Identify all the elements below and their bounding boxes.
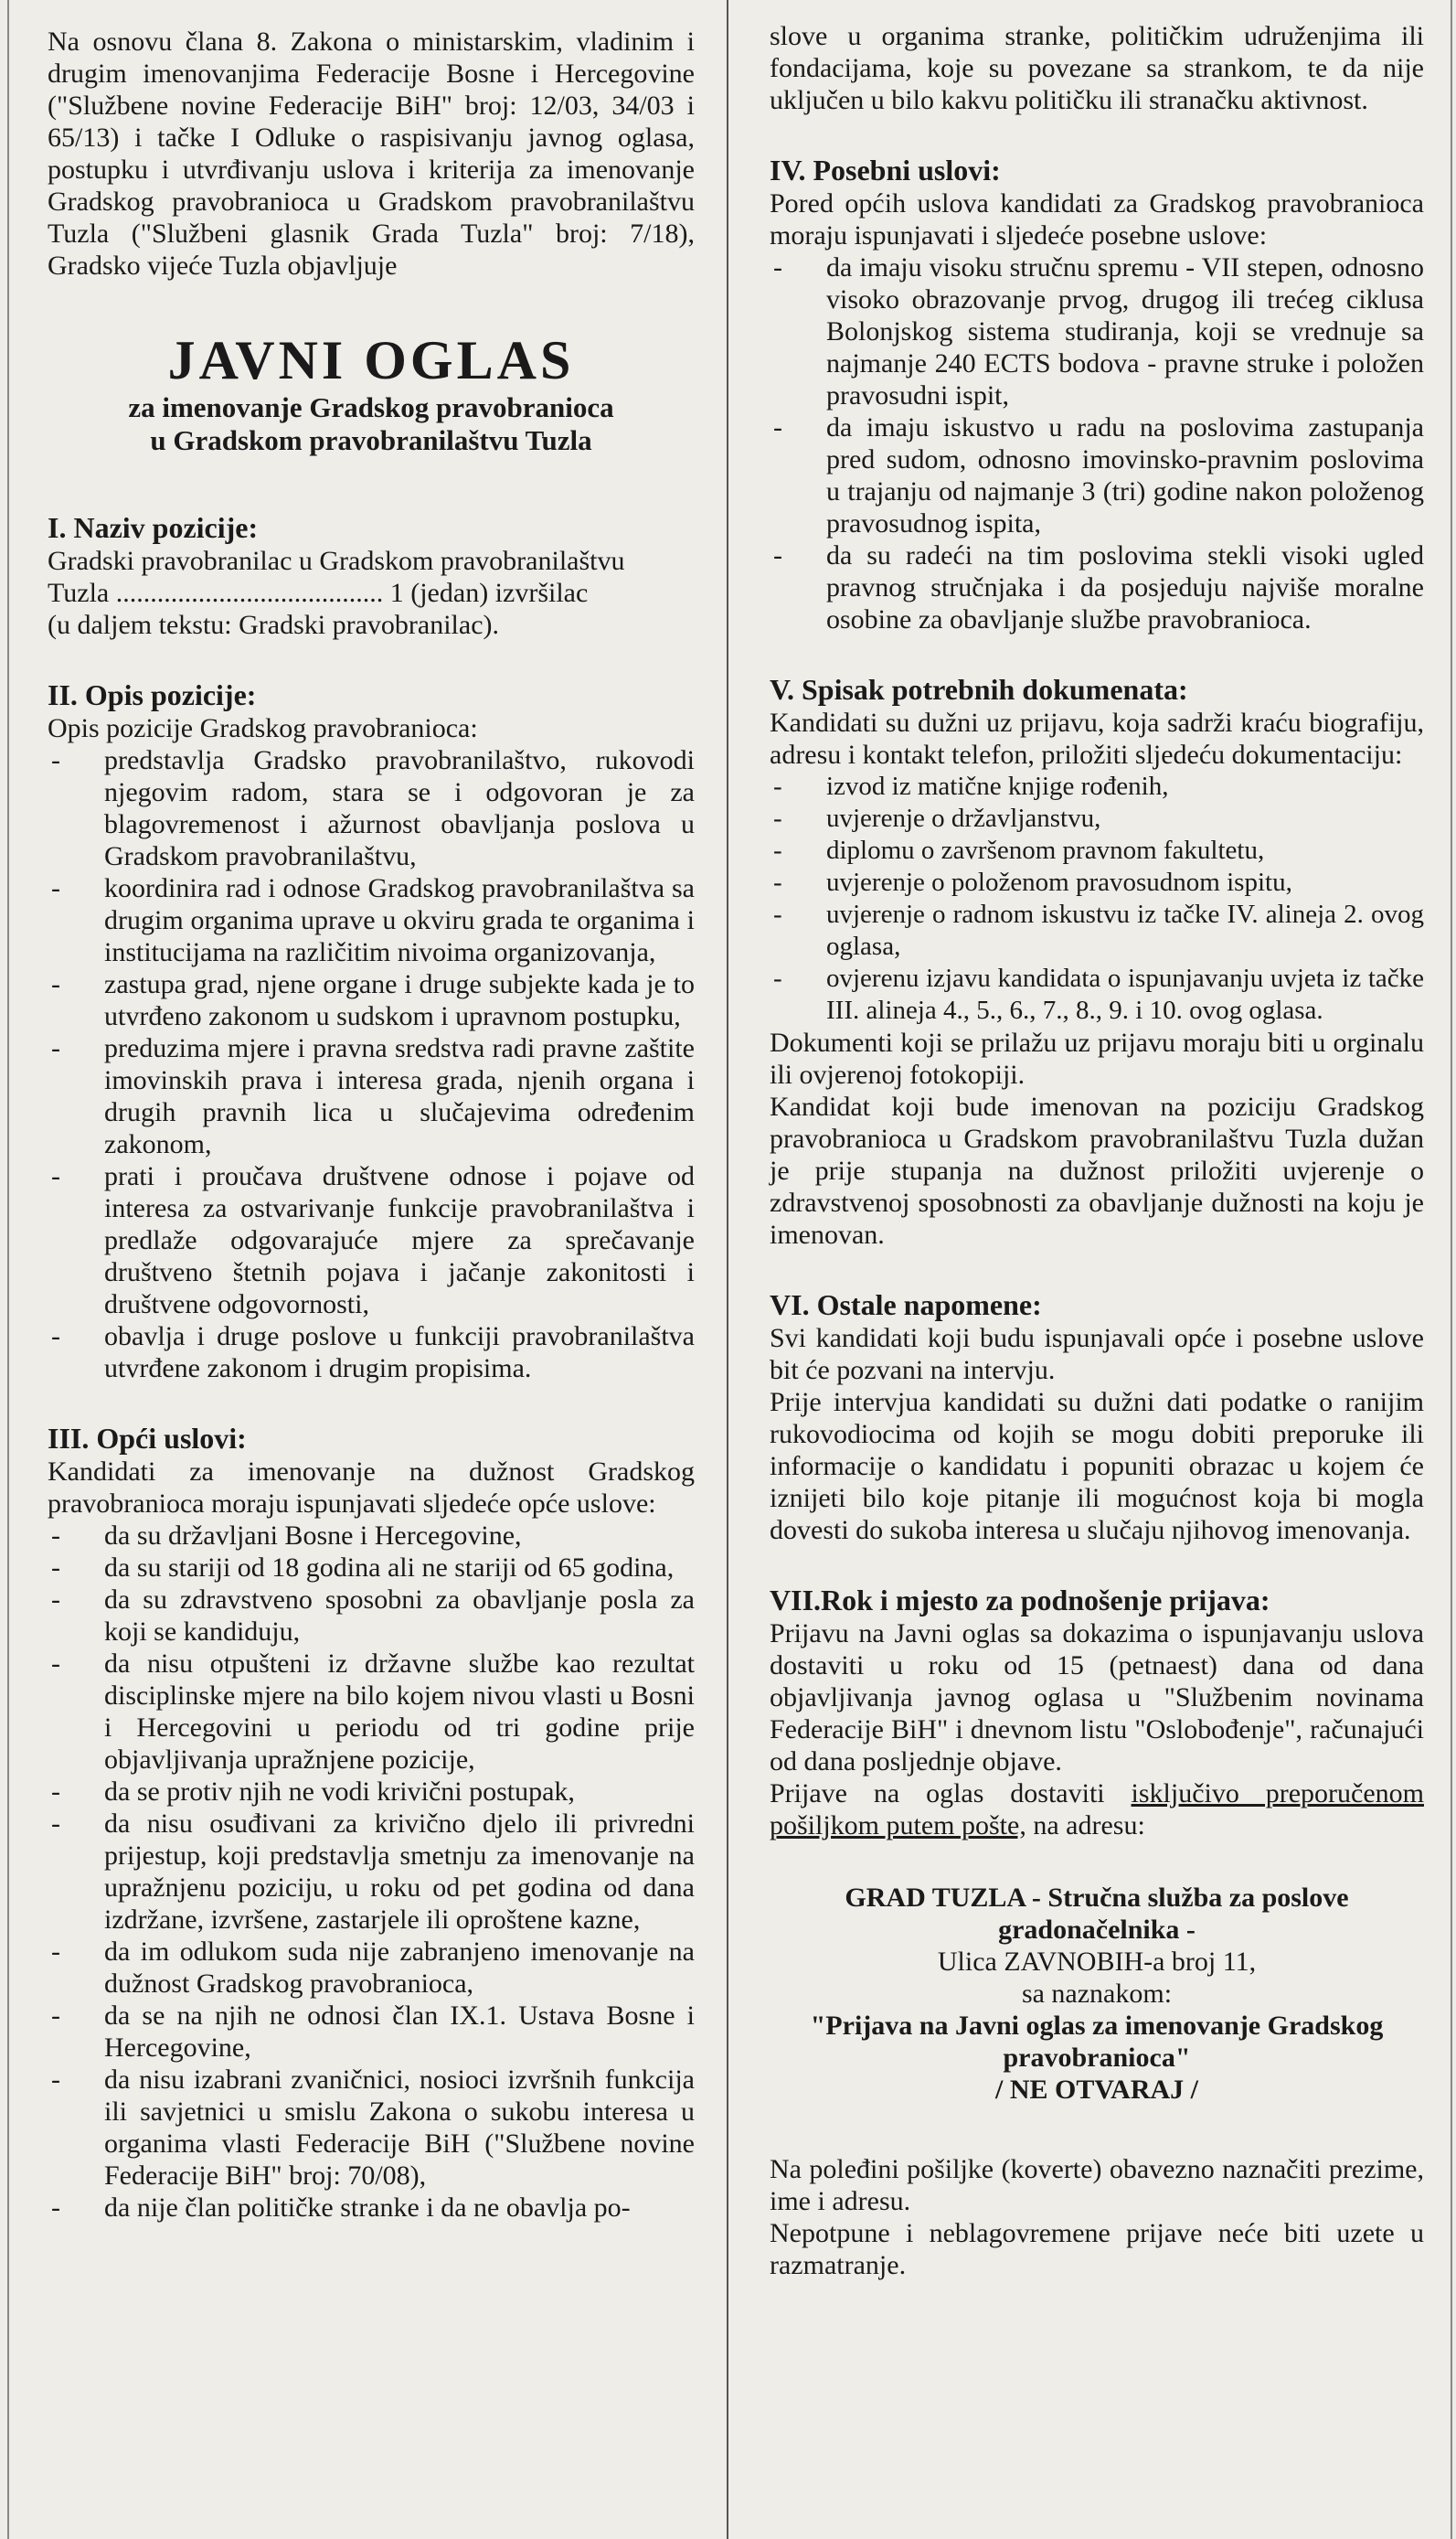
position-line: (u daljem tekstu: Gradski pravobranilac). [48, 610, 500, 640]
list-item: - izvod iz matične knjige rođenih, [770, 771, 1424, 803]
section-heading: III. Opći uslovi: [48, 1422, 247, 1455]
list-item: - da nisu izabrani zvaničnici, nosioci izvršnih funkcija ili savjetnici u smislu Zakona o sukobu interesa u organima vlasti Federacije BiH ("Službene novine Federacije BiH" broj: 70/08), [48, 2064, 695, 2192]
list-item: - uvjerenje o radnom iskustvu iz tačke IV. alineja 2. ovog oglasa, [770, 899, 1424, 963]
list-item: - da su stariji od 18 godina ali ne stariji od 65 godina, [48, 1552, 695, 1584]
conflict-of-interest-note: Prije intervjua kandidati su dužni dati podatke o ranijim rukovodiocima od kojih se mogu dobiti preporuke ili informacije o kandidatu i popuniti obrazac u kojem će iznijeti bilo koje pitanje ili mogućnost koja bi mogla dovesti do sukoba interesa u slučaju njihovog imenovanja. [770, 1387, 1424, 1545]
list-item: - da se na njih ne odnosi član IX.1. Ustava Bosne i Hercegovine, [48, 2000, 695, 2064]
section-general-conditions [48, 1421, 695, 2224]
address-do-not-open: / NE OTVARAJ / [995, 2075, 1198, 2105]
continued-text: slove u organima stranke, političkim udruženjima ili fondacijama, koje su povezane sa strankom, te da nije uključen u bilo kakvu političku ili stranačku aktivnost. [770, 21, 1424, 115]
delivery-text-end: na adresu: [1026, 1810, 1145, 1840]
interview-note: Svi kandidati koji budu ispunjavali opće i posebne uslove bit će pozvani na intervju. [770, 1323, 1424, 1385]
special-conditions-list [770, 251, 1424, 635]
list-item: - ovjerenu izjavu kandidata o ispunjavanju uvjeta iz tačke III. alineja 4., 5., 6., 7., 8., 9. i 10. ovog oglasa. [770, 963, 1424, 1027]
section-special-conditions [770, 153, 1424, 635]
list-item: - da su zdravstveno sposobni za obavljanje posla za koji se kandiduju, [48, 1584, 695, 1648]
page-edge-left [7, 0, 9, 2539]
mailing-address [770, 1882, 1424, 2106]
list-item: - da se protiv njih ne vodi krivični postupak, [48, 1776, 695, 1808]
documents-note: Dokumenti koji se prilažu uz prijavu moraju biti u orginalu ili ovjerenoj fotokopiji. [770, 1028, 1424, 1090]
section-lead: Pored općih uslova kandidati za Gradskog pravobranioca moraju ispunjavati i sljedeće posebne uslove: [770, 188, 1424, 251]
right-column [742, 0, 1451, 2539]
section-deadline [770, 1583, 1424, 2281]
list-item: - prati i proučava društvene odnose i pojave od interesa za ostvarivanje funkcije pravobranilaštva i predlaže odgovarajuće mjere za sprečavanje društveno štetnih pojava i jačanje zakonitosti i društvene odgovornosti, [48, 1160, 695, 1320]
address-recipient: GRAD TUZLA - Stručna služba za poslove gradonačelnika - [845, 1883, 1349, 1945]
list-item: - da su radeći na tim poslovima stekli visoki ugled pravnog stručnjaka i da posjeduju najviše moralne osobine za obavljanje službe pravobranioca. [770, 539, 1424, 635]
list-item: - da nisu otpušteni iz državne službe kao rezultat disciplinske mjere na bilo kojem nivou vlasti u Bosni i Hercegovini u periodu od tri godine prije objavljivanja upražnjene pozicije, [48, 1648, 695, 1776]
column-divider [727, 0, 728, 2539]
incomplete-applications-note: Nepotpune i neblagovremene prijave neće biti uzete u razmatranje. [770, 2218, 1424, 2280]
delivery-paragraph [770, 1777, 1424, 1841]
delivery-method-underlined: isključivo preporučenom pošiljkom putem pošte, [770, 1778, 1424, 1840]
general-conditions-list [48, 1520, 695, 2224]
documents-list [770, 771, 1424, 1027]
list-item: - predstavlja Gradsko pravobranilaštvo, rukovodi njegovim radom, stara se i odgovoran je za blagovremenost i ažurnost obavljanja poslova u Gradskom pravobranilaštvu, [48, 744, 695, 872]
list-item: - da imaju iskustvo u radu na poslovima zastupanja pred sudom, odnosno imovinsko-pravnim poslovima u trajanju od najmanje 3 (tri) godine nakon položenog pravosudnog ispita, [770, 411, 1424, 539]
envelope-note: Na poleđini pošiljke (koverte) obavezno naznačiti prezime, ime i adresu. [770, 2154, 1424, 2216]
delivery-text: Prijave na oglas dostaviti [770, 1778, 1132, 1808]
position-line: Tuzla ....................................... 1 (jedan) izvršilac [48, 578, 589, 608]
list-item: - da su državljani Bosne i Hercegovine, [48, 1520, 695, 1552]
list-item: - da nije član političke stranke i da ne obavlja po- [48, 2192, 695, 2224]
section-heading: II. Opis pozicije: [48, 678, 257, 711]
list-item: - obavlja i druge poslove u funkciji pravobranilaštva utvrđene zakonom i drugim propisima. [48, 1320, 695, 1384]
section-documents [770, 672, 1424, 1251]
section-heading: VI. Ostale napomene: [770, 1288, 1042, 1321]
duties-list [48, 744, 695, 1384]
announcement-subtitle-1: za imenovanje Gradskog pravobranioca [128, 391, 614, 423]
deadline-paragraph: Prijavu na Javni oglas sa dokazima o ispunjavanju uslova dostaviti u roku od 15 (petnaest) dana od dana objavljivanja javnog oglasa u "Službenim novinama Federacije BiH" i dnevnom listu "Oslobođenje", računajući od dana posljednje objave. [770, 1618, 1424, 1776]
list-item: - uvjerenje o državljanstvu, [770, 803, 1424, 835]
section-heading: IV. Posebni uslovi: [770, 154, 1001, 187]
announcement-title: JAVNI OGLAS [167, 330, 575, 390]
list-item: - da im odlukom suda nije zabranjeno imenovanje na dužnost Gradskog pravobranioca, [48, 1936, 695, 2000]
section-heading: I. Naziv pozicije: [48, 511, 259, 544]
list-item: - da nisu osuđivani za krivično djelo ili privredni prijestup, koji predstavlja smetnju za imenovanje na upražnjenu poziciju, u roku od pet godina od dana izdržane, izvršene, zastarjele ili oproštene kazne, [48, 1808, 695, 1936]
section-position-name [48, 510, 695, 641]
section-lead: Kandidati su dužni uz prijavu, koja sadrži kraću biografiju, adresu i kontakt telefon, priložiti sljedeću dokumentaciju: [770, 708, 1424, 770]
section-lead: Opis pozicije Gradskog pravobranioca: [48, 713, 478, 743]
section-heading: VII.Rok i mjesto za podnošenje prijava: [770, 1584, 1270, 1616]
left-column [20, 0, 722, 2539]
list-item: - preduzima mjere i pravna sredstva radi pravne zaštite imovinskih prava i interesa grada, njenih organa i drugih pravnih lica u slučajevima određenim zakonom, [48, 1032, 695, 1160]
position-line: Gradski pravobranilac u Gradskom pravobranilaštvu [48, 546, 625, 576]
list-item: - da imaju visoku stručnu spremu - VII stepen, odnosno visoko obrazovanje prvog, drugog ili trećeg ciklusa Bolonjskog sistema studiranja, koji se vrednuje sa najmanje 240 ECTS bodova - pravne struke i položen pravosudni ispit, [770, 251, 1424, 411]
address-subject: "Prijava na Javni oglas za imenovanje Gradskog pravobranioca" [810, 2011, 1384, 2073]
list-item: - uvjerenje o položenom pravosudnom ispitu, [770, 867, 1424, 899]
intro-paragraph: Na osnovu člana 8. Zakona o ministarskim, vladinim i drugim imenovanjima Federacije Bosne i Hercegovine ("Službene novine Federacije BiH" broj: 12/03, 34/03 i 65/13) i tačke I Odluke o raspisivanju javnog oglasa, postupku i utvrđivanju uslova i kriterija za imenovanje Gradskog pravobranioca u Gradskom pravobranilaštvu Tuzla ("Službeni glasnik Grada Tuzla" broj: 7/18), Gradsko vijeće Tuzla objavljuje [48, 27, 695, 281]
list-item: - zastupa grad, njene organe i druge subjekte kada je to utvrđeno zakonom u sudskom i upravnom postupku, [48, 968, 695, 1032]
section-position-description [48, 677, 695, 1384]
list-item: - diplomu o završenom pravnom fakultetu, [770, 835, 1424, 867]
section-heading: V. Spisak potrebnih dokumenata: [770, 673, 1188, 706]
announcement-header [48, 329, 695, 457]
section-lead: Kandidati za imenovanje na dužnost Gradskog pravobranioca moraju ispunjavati sljedeće opće uslove: [48, 1456, 695, 1519]
health-certificate-note: Kandidat koji bude imenovan na poziciju Gradskog pravobranioca u Gradskom pravobranilaštvu Tuzla dužan je prije stupanja na dužnost priložiti uvjerenje o zdravstvenoj sposobnosti za obavljanje dužnosti na koju je imenovan. [770, 1092, 1424, 1250]
list-item: - koordinira rad i odnose Gradskog pravobranilaštva sa drugim organima uprave u okviru grada te organima i institucijama na različitim nivoima organizovanja, [48, 872, 695, 968]
address-label: sa naznakom: [1021, 1979, 1173, 2009]
section-other-notes [770, 1287, 1424, 1546]
address-street: Ulica ZAVNOBIH-a broj 11, [937, 1947, 1257, 1977]
announcement-subtitle-2: u Gradskom pravobranilaštvu Tuzla [150, 424, 592, 456]
